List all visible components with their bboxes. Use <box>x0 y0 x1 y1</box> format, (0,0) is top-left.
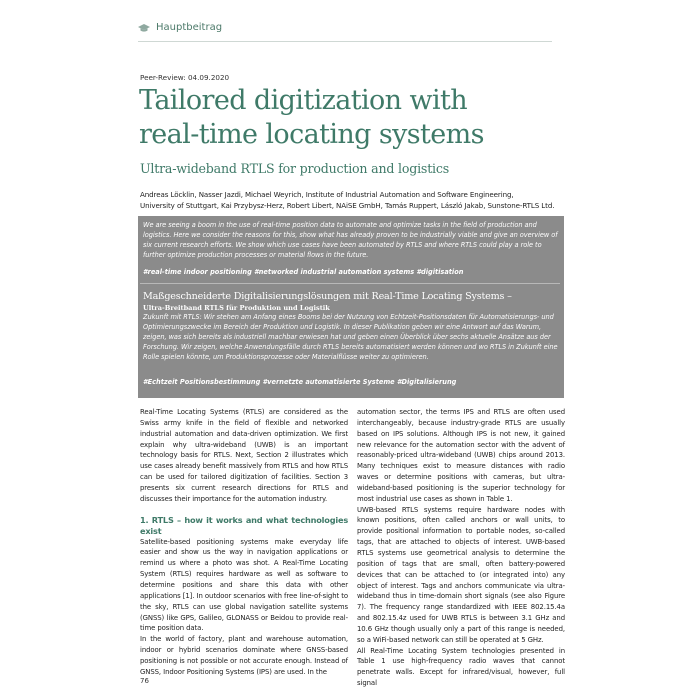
peer-review-date: Peer-Review: 04.09.2020 <box>140 73 230 82</box>
right-paragraph-1: automation sector, the terms IPS and RTLS are often used interchangeably, because industry-grade RTLS are usually based on IPS solutions. Although IPS is not new, it gained new relevance for the automation sector with the advent of reasonably-priced ultra-wideband (UWB) chips around 2013. Many techniques exist to measure distances with radio waves or determine positions with cameras, but ultra-wideband-based positioning is the superior technology for most industrial use cases as shown in Table 1. <box>357 408 565 503</box>
body-column-right <box>357 407 565 689</box>
header-divider <box>138 41 552 42</box>
title-line-2: real-time locating systems <box>139 119 484 150</box>
abstract-divider <box>140 283 560 284</box>
article-subtitle: Ultra-wideband RTLS for production and logistics <box>140 161 450 176</box>
section-1-paragraph-1: Satellite-based positioning systems make everyday life easier and show us the way in navigation applications or remind us where a photo was shot. A Real-Time Locating System (RTLS) requires hardware as well as software to determine positions and share this data with other applications [1]. In outdoor scenarios with free line-of-sight to the sky, RTLS can use global navigation satellite systems (GNSS) like GPS, Galileo, GLONASS or Beidou to provide real-time position data. <box>140 537 348 633</box>
section-label: Hauptbeitrag <box>156 22 223 33</box>
page-number: 76 <box>140 677 149 685</box>
graduation-cap-icon <box>138 23 150 33</box>
authors-line-1: Andreas Löcklin, Nasser Jazdi, Michael Weyrich, Institute of Industrial Automation and Software Engineering, <box>140 190 514 199</box>
body-column-left <box>140 407 348 678</box>
right-paragraph-2: UWB-based RTLS systems require hardware nodes with known positions, often called anchors or wall units, to provide positional information to portable nodes, so-called tags, that are attached to objects of interest. UWB-based RTLS systems use geometrical analysis to determine the position of tags that are small, often battery-powered devices that can be attached to (or integrated into) any object of interest. Tags and anchors communicate via ultra-wideband thus in time-domain short signals (see also Figure 7). The frequency range standardized with IEEE 802.15.4a and 802.15.4z used for UWB RTLS is between 3.1 GHz and 10.6 GHz though usually only a part of this range is needed, so a WiFi-based network can still be operated at 5 GHz. <box>357 505 565 644</box>
article-title <box>139 84 579 152</box>
keywords-german: #Echtzeit Positionsbestimmung #vernetzte automatisierte Systeme #Digitalisierung <box>143 378 457 386</box>
section-header <box>138 22 222 33</box>
intro-paragraph: Real-Time Locating Systems (RTLS) are considered as the Swiss army knife in the field of flexible and networked industrial automation and data-driven optimization. We first explain why ultra-wideband (UWB) is an important technology basis for RTLS. Next, Section 2 illustrates which use cases already benefit massively from RTLS and how RTLS can be used for tailored digitization of facilities. Section 3 presents six current research directions for RTLS and discusses their importance for the automation industry. <box>140 408 348 503</box>
keywords-english: #real-time indoor positioning #networked industrial automation systems #digitisation <box>143 268 464 276</box>
abstract-english: We are seeing a boom in the use of real-time position data to automate and optimize tasks in the field of production and logistics. Here we consider the reasons for this, show what has already proven to be industrially viable and give an overview of six current research efforts. We show which use cases have been automated by RTLS and where RTLS could play a role to further optimize production processes or material flows in the future. <box>143 221 558 259</box>
title-line-1: Tailored digitization with <box>139 85 468 116</box>
right-paragraph-3: All Real-Time Locating System technologies presented in Table 1 use high-frequency radio waves that cannot penetrate walls. Except for infrared/visual, however, full signal <box>357 646 565 688</box>
section-1-heading: 1. RTLS – how it works and what technologies exist <box>140 514 348 536</box>
author-list <box>140 190 580 211</box>
section-1-paragraph-2: In the world of factory, plant and warehouse automation, indoor or hybrid scenarios dominate where GNSS-based positioning is not possible or not accurate enough. Instead of GNSS, Indoor Positioning Systems (IPS) are used. In the <box>140 635 348 676</box>
german-subtitle: Ultra-Breitband RTLS für Produktion und Logistik <box>143 304 330 312</box>
authors-line-2: University of Stuttgart, Kai Przybysz-Herz, Robert Libert, NAiSE GmbH, Tamás Ruppert, László Jakab, Sunstone-RTLS Ltd. <box>140 200 555 210</box>
abstract-german: Zukunft mit RTLS: Wir stehen am Anfang eines Booms bei der Nutzung von Echtzeit-Positionsdaten für Automatisierungs- und Optimierungszwecke im Bereich der Produktion und Logistik. In dieser Publikation geben wir eine Antwort auf das Warum, zeigen, was sich bereits als industriell machbar erwiesen hat und geben einen Überblick über sechs aktuelle Ansätze aus der Forschung. Wir zeigen, welche Anwendungsfälle durch RTLS bereits automatisiert werden können und wo RTLS in Zukunft eine Rolle spielen könnte, um Produktionsprozesse oder Materialflüsse weiter zu optimieren. <box>143 313 558 361</box>
german-title: Maßgeschneiderte Digitalisierungslösungen mit Real-Time Locating Systems – <box>143 291 512 302</box>
